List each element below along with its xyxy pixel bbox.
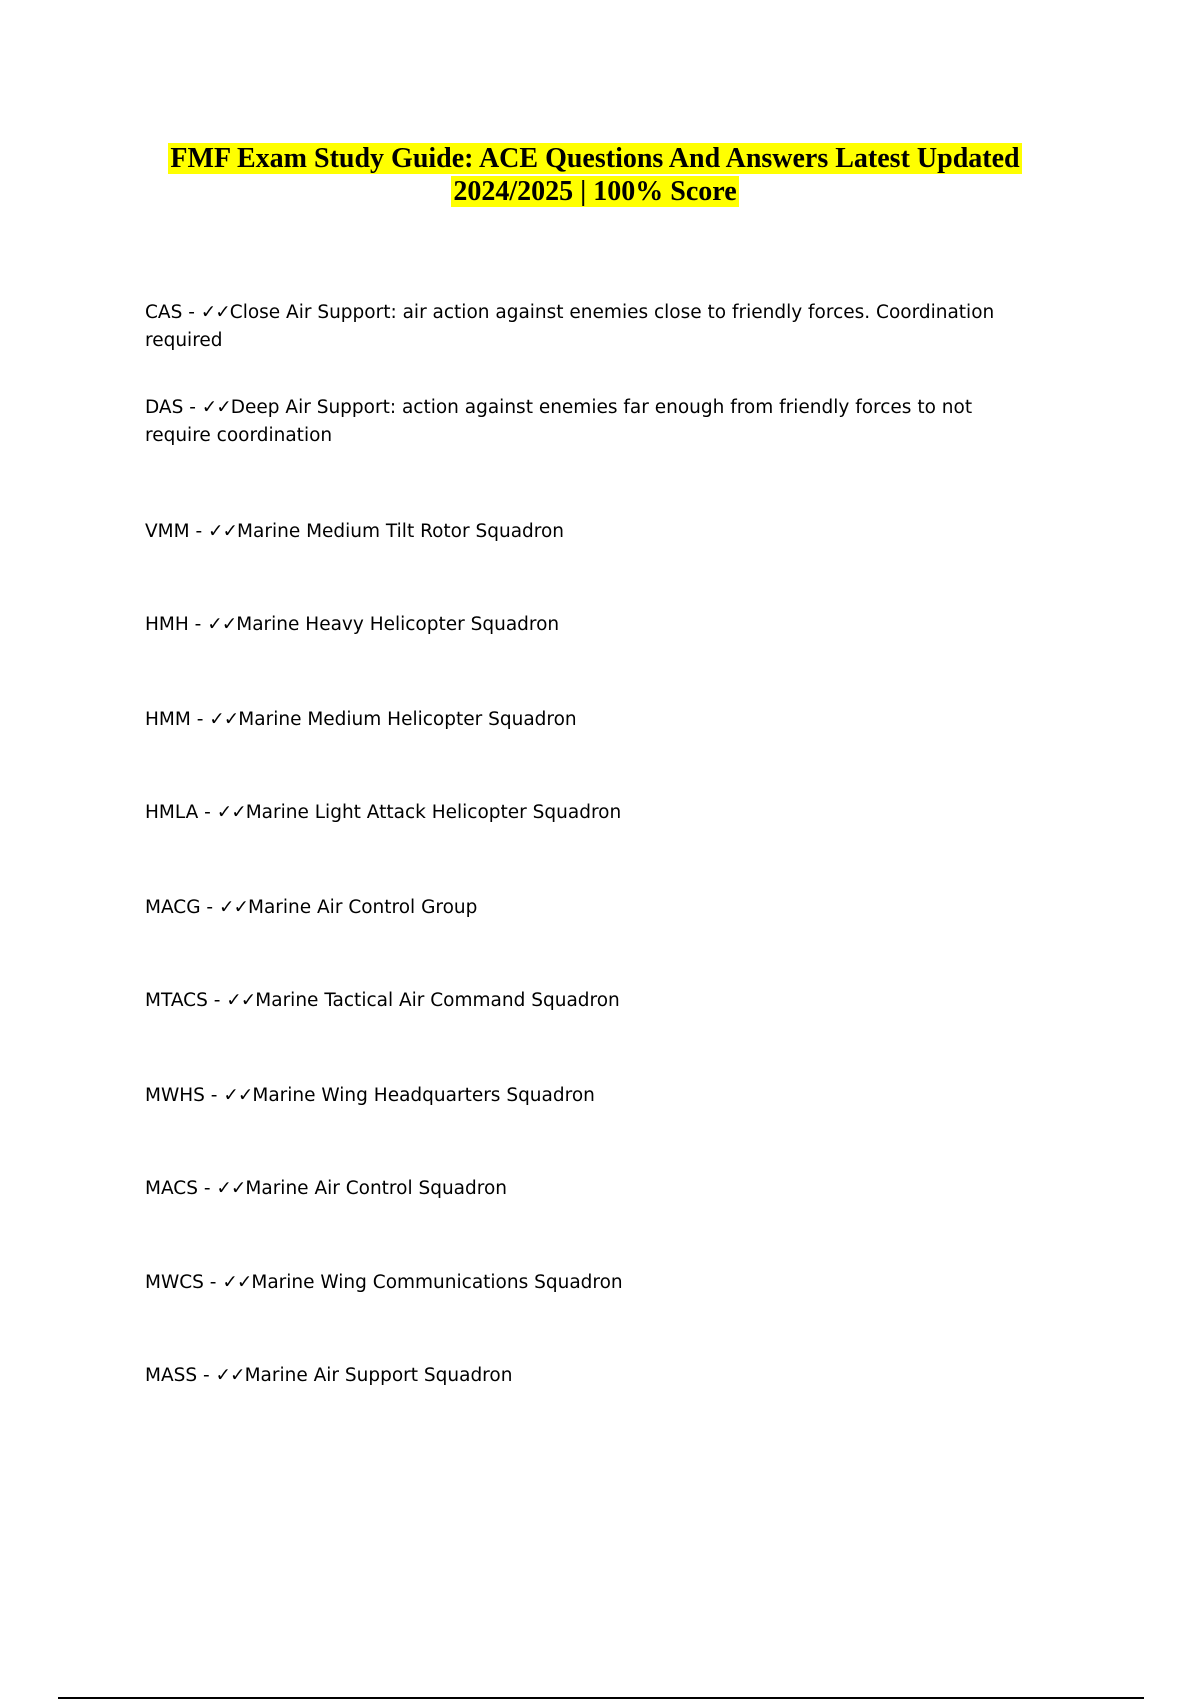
entry-separator: - bbox=[188, 614, 208, 635]
double-check-icon: ✓✓ bbox=[216, 802, 246, 823]
entry-separator: - bbox=[197, 1178, 217, 1199]
entry-term: MACS bbox=[145, 1178, 198, 1199]
entry-term: CAS bbox=[145, 302, 183, 323]
entry-hmm bbox=[145, 706, 1065, 734]
entry-separator: - bbox=[203, 1272, 223, 1293]
entry-definition: Marine Air Support Squadron bbox=[244, 1365, 513, 1386]
entry-definition: Marine Air Control Group bbox=[248, 897, 478, 918]
entry-mtacs bbox=[145, 987, 1065, 1015]
entry-separator: - bbox=[190, 709, 210, 730]
entry-term: VMM bbox=[145, 521, 190, 542]
entry-separator: - bbox=[197, 1365, 216, 1386]
footer-divider bbox=[58, 1697, 1144, 1699]
entry-hmh bbox=[145, 611, 1065, 639]
double-check-icon: ✓✓ bbox=[200, 302, 230, 323]
entry-term: HMH bbox=[145, 614, 189, 635]
entry-mass bbox=[145, 1362, 1065, 1390]
entry-term: HMM bbox=[145, 709, 191, 730]
double-check-icon: ✓✓ bbox=[201, 397, 231, 418]
entry-cas bbox=[145, 299, 1065, 355]
entry-definition-continued: require coordination bbox=[145, 425, 333, 446]
entry-mwcs bbox=[145, 1269, 1065, 1297]
entry-das bbox=[145, 394, 1065, 450]
entry-term: HMLA bbox=[145, 802, 199, 823]
entry-term: MACG bbox=[145, 897, 201, 918]
entry-definition: Marine Air Control Squadron bbox=[245, 1178, 508, 1199]
double-check-icon: ✓✓ bbox=[215, 1365, 245, 1386]
title-line-1: FMF Exam Study Guide: ACE Questions And Answers Latest Updated bbox=[170, 143, 1020, 174]
entry-term: MWCS bbox=[145, 1272, 204, 1293]
double-check-icon: ✓✓ bbox=[207, 614, 237, 635]
double-check-icon: ✓✓ bbox=[223, 1085, 253, 1106]
entry-term: MWHS bbox=[145, 1085, 205, 1106]
entry-definition: Close Air Support: air action against enemies close to friendly forces. Coordination required bbox=[145, 302, 995, 351]
entry-definition: Marine Medium Helicopter Squadron bbox=[238, 709, 577, 730]
document-title bbox=[145, 142, 1045, 208]
entry-separator: - bbox=[207, 990, 227, 1011]
entry-definition: Marine Wing Headquarters Squadron bbox=[252, 1085, 595, 1106]
entry-term: MASS bbox=[145, 1365, 198, 1386]
entry-definition: Marine Medium Tilt Rotor Squadron bbox=[237, 521, 565, 542]
entry-definition: Marine Heavy Helicopter Squadron bbox=[236, 614, 560, 635]
double-check-icon: ✓✓ bbox=[218, 897, 248, 918]
entry-mwhs bbox=[145, 1082, 1065, 1110]
entry-definition: Marine Light Attack Helicopter Squadron bbox=[245, 802, 622, 823]
entry-macg bbox=[145, 894, 1065, 922]
entry-separator: - bbox=[183, 397, 202, 418]
entry-separator: - bbox=[204, 1085, 224, 1106]
entry-definition: Marine Wing Communications Squadron bbox=[251, 1272, 623, 1293]
entry-separator: - bbox=[200, 897, 219, 918]
double-check-icon: ✓✓ bbox=[208, 521, 238, 542]
double-check-icon: ✓✓ bbox=[222, 1272, 252, 1293]
entry-separator: - bbox=[182, 302, 201, 323]
title-line-2: 2024/2025 | 100% Score bbox=[453, 176, 737, 207]
double-check-icon: ✓✓ bbox=[226, 990, 256, 1011]
entry-definition: Deep Air Support: action against enemies far enough from friendly forces to not bbox=[230, 397, 973, 418]
double-check-icon: ✓✓ bbox=[209, 709, 239, 730]
entry-vmm bbox=[145, 518, 1065, 546]
entry-separator: - bbox=[198, 802, 217, 823]
entry-separator: - bbox=[189, 521, 209, 542]
entry-macs bbox=[145, 1175, 1065, 1203]
entry-term: MTACS bbox=[145, 990, 208, 1011]
entry-term: DAS bbox=[145, 397, 184, 418]
entry-hmla bbox=[145, 799, 1065, 827]
double-check-icon: ✓✓ bbox=[216, 1178, 246, 1199]
entry-definition: Marine Tactical Air Command Squadron bbox=[255, 990, 620, 1011]
